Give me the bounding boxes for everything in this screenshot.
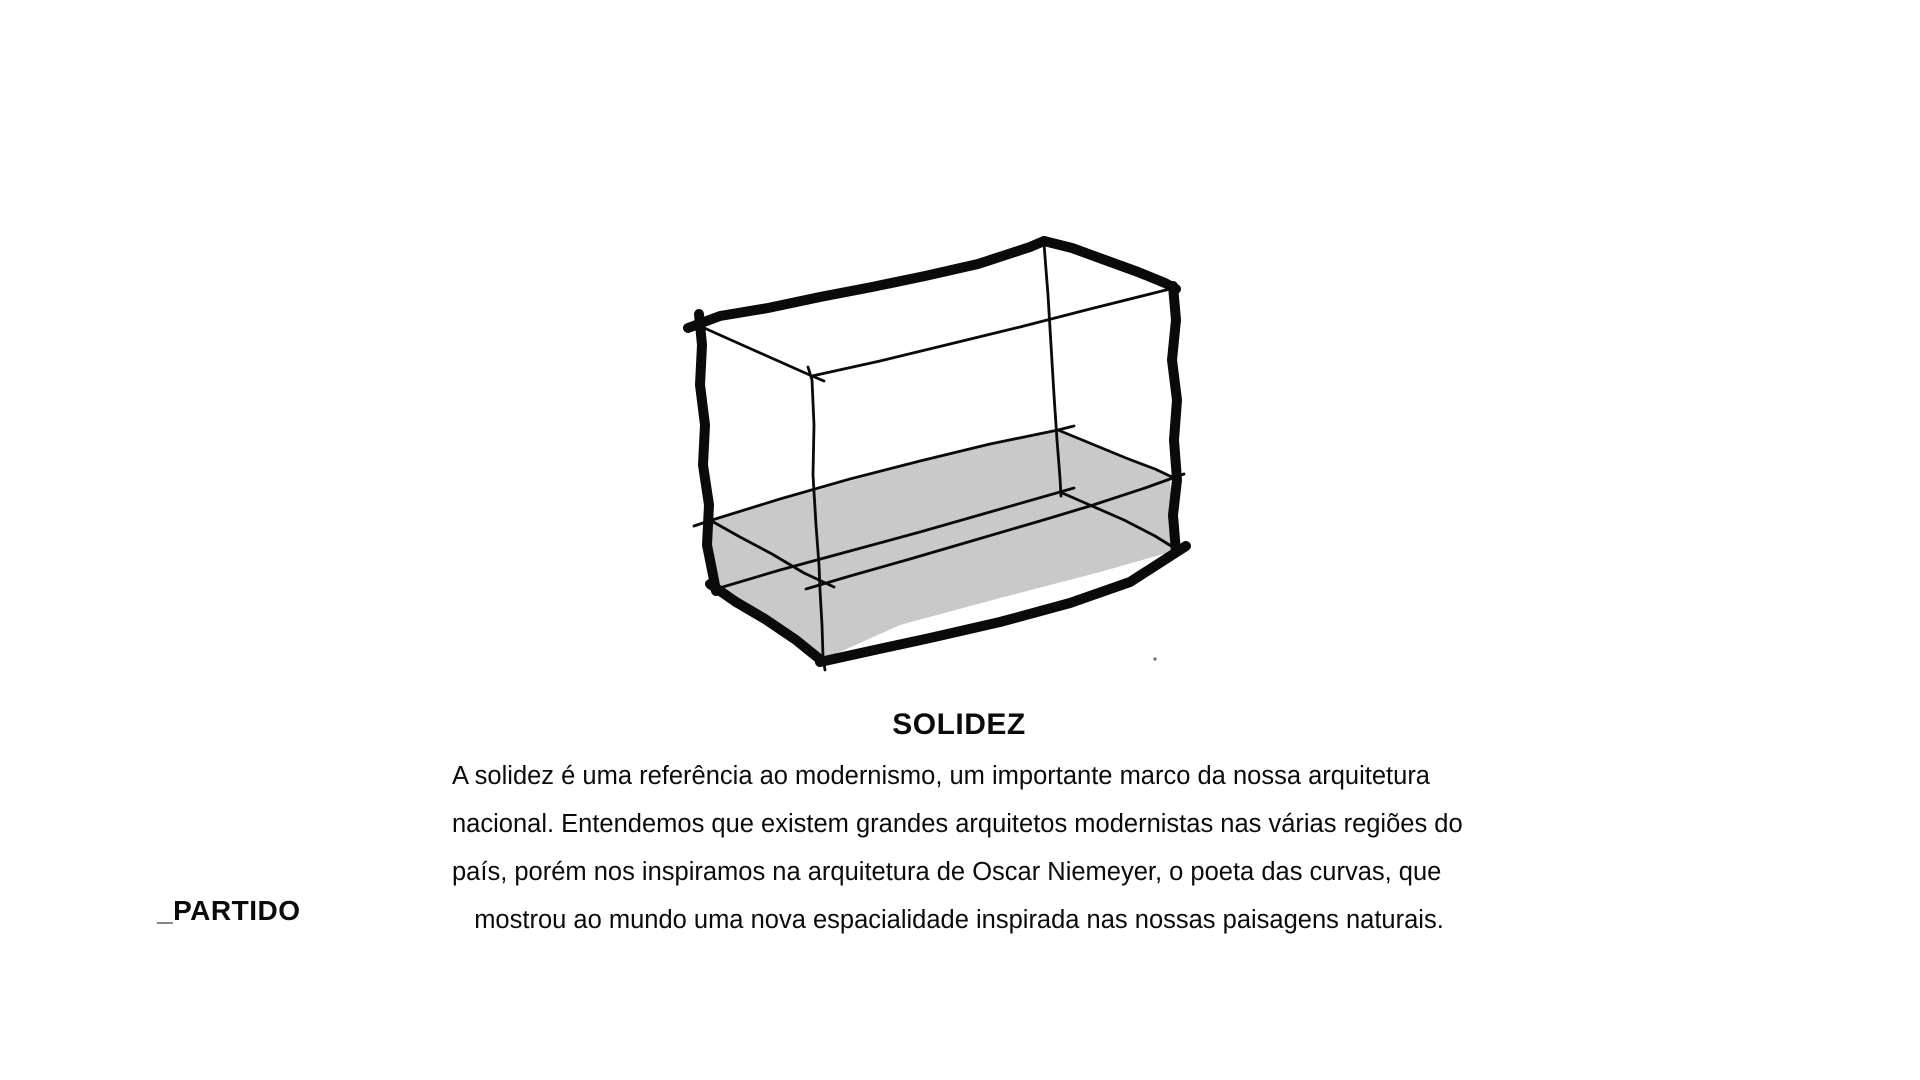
caption-paragraph [452,752,1466,944]
section-label-partido: _PARTIDO [157,895,301,926]
top-front-edge [812,287,1178,376]
stray-ink-dot [1153,657,1156,660]
right-vertical-edge [1172,286,1177,552]
concept-volume-sketch [640,210,1210,690]
caption-title: SOLIDEZ [892,708,1026,741]
paragraph-line-2: nacional. Entendemos que existem grandes arquitetos modernistas nas várias regiões do [452,810,1463,838]
top-front-left-edge [702,327,824,381]
paragraph-line-1: A solidez é uma referência ao modernismo, um importante marco da nossa arquitetura [452,762,1430,790]
top-right-edge [1044,241,1176,289]
top-left-edge [688,241,1044,328]
paragraph-line-4: mostrou ao mundo uma nova espacialidade inspirada nas nossas paisagens naturais. [474,906,1444,934]
paragraph-line-3: país, porém nos inspiramos na arquitetura de Oscar Niemeyer, o poeta das curvas, que [452,858,1442,886]
